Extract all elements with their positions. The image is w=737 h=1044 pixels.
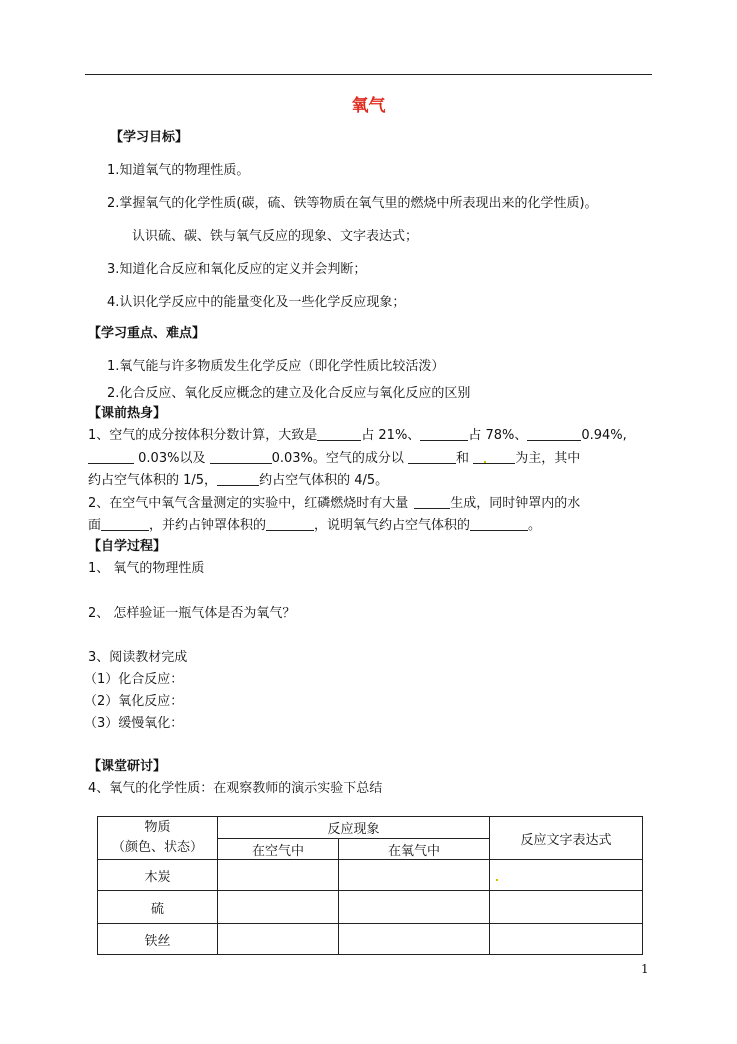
text: 生成，同时钟罩内的水	[450, 496, 581, 511]
text: ，并约占钟罩体积的	[149, 518, 267, 533]
fill-blank[interactable]	[470, 518, 528, 531]
goal-item: 2.掌握氧气的化学性质(碳，硫、铁等物质在氧气里的燃烧中所表现出来的化学性质)。	[107, 196, 598, 211]
page-number: 1	[641, 962, 649, 976]
text: 和	[456, 451, 470, 466]
page-title: 氧气	[351, 96, 386, 116]
heading-key-points: 【学习重点、难点】	[88, 326, 206, 341]
goal-item: 1.知道氧气的物理性质。	[107, 163, 250, 178]
header-phenomenon: 反应现象	[218, 817, 490, 839]
fill-blank[interactable]	[473, 451, 515, 464]
question-2: 2、 怎样验证一瓶气体是否为氧气？	[88, 606, 296, 621]
row-label-iron-wire: 铁丝	[98, 924, 218, 955]
row-label-sulfur: 硫	[98, 891, 218, 924]
header-expression: 反应文字表达式	[490, 817, 643, 860]
header-substance	[98, 817, 218, 860]
sub-item: （1）化合反应：	[84, 672, 184, 687]
fill-blank[interactable]	[317, 428, 361, 441]
cell-blank[interactable]	[339, 891, 490, 924]
text: 0.03%。空气的成分以	[271, 451, 404, 466]
sub-item: （3）缓慢氧化：	[84, 716, 184, 731]
text: 2、在空气中氧气含量测定的实验中，红磷燃烧时有大量	[88, 496, 409, 511]
key-point-item: 1.氧气能与许多物质发生化学反应（即化学性质比较活泼）	[107, 359, 445, 374]
fill-blank[interactable]	[101, 518, 149, 531]
cell-blank[interactable]	[490, 924, 643, 955]
fill-blank[interactable]	[210, 451, 272, 464]
header-substance-line-2: （颜色、状态）	[111, 840, 203, 855]
text: 0.03%以及	[138, 451, 206, 466]
cell-blank[interactable]	[218, 891, 339, 924]
speck	[496, 879, 498, 881]
cell-blank[interactable]	[339, 860, 490, 891]
warmup-line-5	[88, 518, 541, 534]
text: 占 21%、	[361, 428, 421, 443]
warmup-line-1	[88, 428, 627, 444]
fill-blank[interactable]	[88, 451, 134, 464]
header-substance-line-1: 物质	[144, 820, 171, 835]
fill-blank[interactable]	[527, 428, 581, 441]
header-in-air: 在空气中	[218, 839, 339, 860]
heading-learning-goals: 【学习目标】	[110, 130, 189, 145]
warmup-line-3	[88, 473, 388, 489]
cell-blank[interactable]	[490, 860, 643, 891]
sub-item: （2）氧化反应：	[84, 694, 184, 709]
text: 占 78%、	[468, 428, 528, 443]
fill-blank[interactable]	[408, 451, 456, 464]
goal-item: 4.认识化学反应中的能量变化及一些化学反应现象；	[107, 295, 406, 310]
goal-item: 3.知道化合反应和氧化反应的定义并会判断；	[107, 262, 367, 277]
cell-blank[interactable]	[218, 924, 339, 955]
question-4: 4、氧气的化学性质：在观察教师的演示实验下总结	[88, 781, 383, 796]
text: 约占空气体积的 1/5，	[88, 473, 218, 488]
heading-class-discussion: 【课堂研讨】	[88, 759, 167, 774]
fill-blank[interactable]	[414, 496, 450, 509]
cell-blank[interactable]	[339, 924, 490, 955]
warmup-line-4	[88, 496, 580, 512]
text: 约占空气体积的 4/5。	[259, 473, 389, 488]
text: 1、空气的成分按体积分数计算，大致是	[88, 428, 318, 443]
heading-self-study: 【自学过程】	[88, 539, 167, 554]
row-label-charcoal: 木炭	[98, 860, 218, 891]
header-rule	[85, 74, 652, 75]
text: 为主，其中	[515, 451, 581, 466]
text: 0.94%,	[581, 428, 627, 443]
fill-blank[interactable]	[217, 473, 259, 486]
text: 面	[88, 518, 102, 533]
warmup-line-2	[88, 451, 580, 467]
chemical-property-table	[97, 816, 643, 955]
fill-blank[interactable]	[266, 518, 314, 531]
cell-blank[interactable]	[218, 860, 339, 891]
speck	[484, 461, 486, 463]
header-in-oxygen: 在氧气中	[339, 839, 490, 860]
cell-blank[interactable]	[490, 891, 643, 924]
text: ，说明氧气约占空气体积的	[314, 518, 471, 533]
goal-item: 认识硫、碳、铁与氧气反应的现象、文字表达式；	[132, 229, 419, 244]
key-point-item: 2.化合反应、氧化反应概念的建立及化合反应与氧化反应的区别	[107, 386, 471, 401]
question-1: 1、 氧气的物理性质	[88, 561, 205, 576]
question-3: 3、阅读教材完成	[88, 650, 188, 665]
heading-warmup: 【课前热身】	[88, 406, 167, 421]
fill-blank[interactable]	[420, 428, 468, 441]
text: 。	[528, 518, 542, 533]
